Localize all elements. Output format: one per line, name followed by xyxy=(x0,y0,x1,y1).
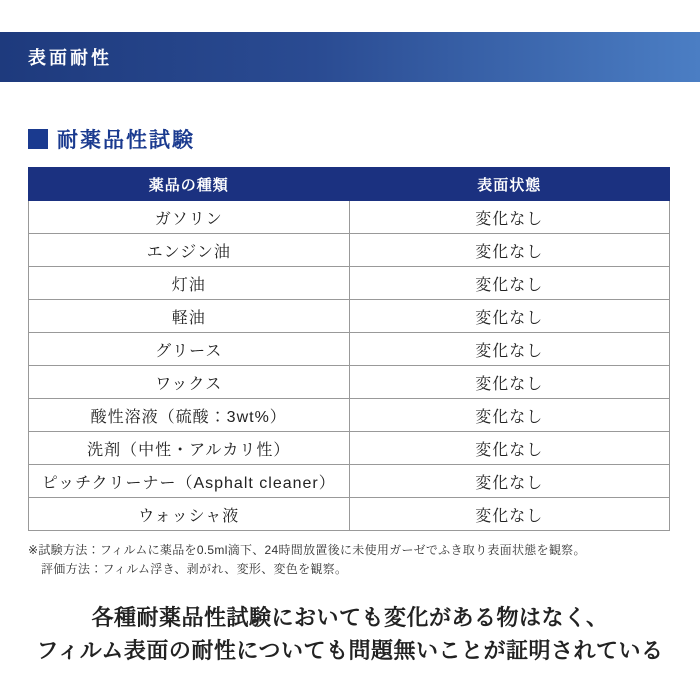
table-row xyxy=(29,432,670,465)
state-cell: 変化なし xyxy=(349,498,670,531)
state-cell: 変化なし xyxy=(349,432,670,465)
table-row xyxy=(29,498,670,531)
footnote-line-evaluation-method: 評価方法：フィルム浮き、剥がれ、変形、変色を観察。 xyxy=(41,562,348,577)
test-method-footnote xyxy=(28,541,700,579)
chemical-cell: 洗剤（中性・アルカリ性） xyxy=(29,432,350,465)
table-row xyxy=(29,234,670,267)
chemical-cell: グリース xyxy=(29,333,350,366)
section-heading xyxy=(28,124,700,154)
table-row xyxy=(29,465,670,498)
conclusion-line-1: 各種耐薬品性試験においても変化がある物はなく、 xyxy=(91,605,609,631)
chemical-cell: ウォッシャ液 xyxy=(29,498,350,531)
column-header-surface-state: 表面状態 xyxy=(349,168,670,201)
section-heading-label: 耐薬品性試験 xyxy=(57,129,195,152)
state-cell: 変化なし xyxy=(349,300,670,333)
chemical-cell: エンジン油 xyxy=(29,234,350,267)
chemical-cell: 灯油 xyxy=(29,267,350,300)
state-cell: 変化なし xyxy=(349,201,670,234)
table-row xyxy=(29,333,670,366)
chemical-cell: 酸性溶液（硫酸：3wt%） xyxy=(29,399,350,432)
chemical-cell: ガソリン xyxy=(29,201,350,234)
state-cell: 変化なし xyxy=(349,465,670,498)
state-cell: 変化なし xyxy=(349,399,670,432)
state-cell: 変化なし xyxy=(349,366,670,399)
page-header-banner xyxy=(0,32,700,82)
table-row xyxy=(29,300,670,333)
table-row xyxy=(29,399,670,432)
section-bullet-square-icon xyxy=(28,129,48,149)
chemical-cell: ピッチクリーナー（Asphalt cleaner） xyxy=(29,465,350,498)
table-row xyxy=(29,366,670,399)
chemical-cell: 軽油 xyxy=(29,300,350,333)
column-header-chemical: 薬品の種類 xyxy=(29,168,350,201)
chemical-resistance-table xyxy=(28,167,670,531)
state-cell: 変化なし xyxy=(349,234,670,267)
footnote-line-test-method: ※試験方法：フィルムに薬品を0.5ml滴下、24時間放置後に未使用ガーゼでふき取り表面状態を観察。 xyxy=(28,543,586,557)
state-cell: 変化なし xyxy=(349,267,670,300)
banner-title: 表面耐性 xyxy=(28,48,112,68)
table-header-row xyxy=(29,168,670,201)
table-row xyxy=(29,267,670,300)
chemical-cell: ワックス xyxy=(29,366,350,399)
conclusion-line-2: フィルム表面の耐性についても問題無いことが証明されている xyxy=(36,638,664,664)
table-row xyxy=(29,201,670,234)
conclusion-statement xyxy=(0,601,700,667)
state-cell: 変化なし xyxy=(349,333,670,366)
